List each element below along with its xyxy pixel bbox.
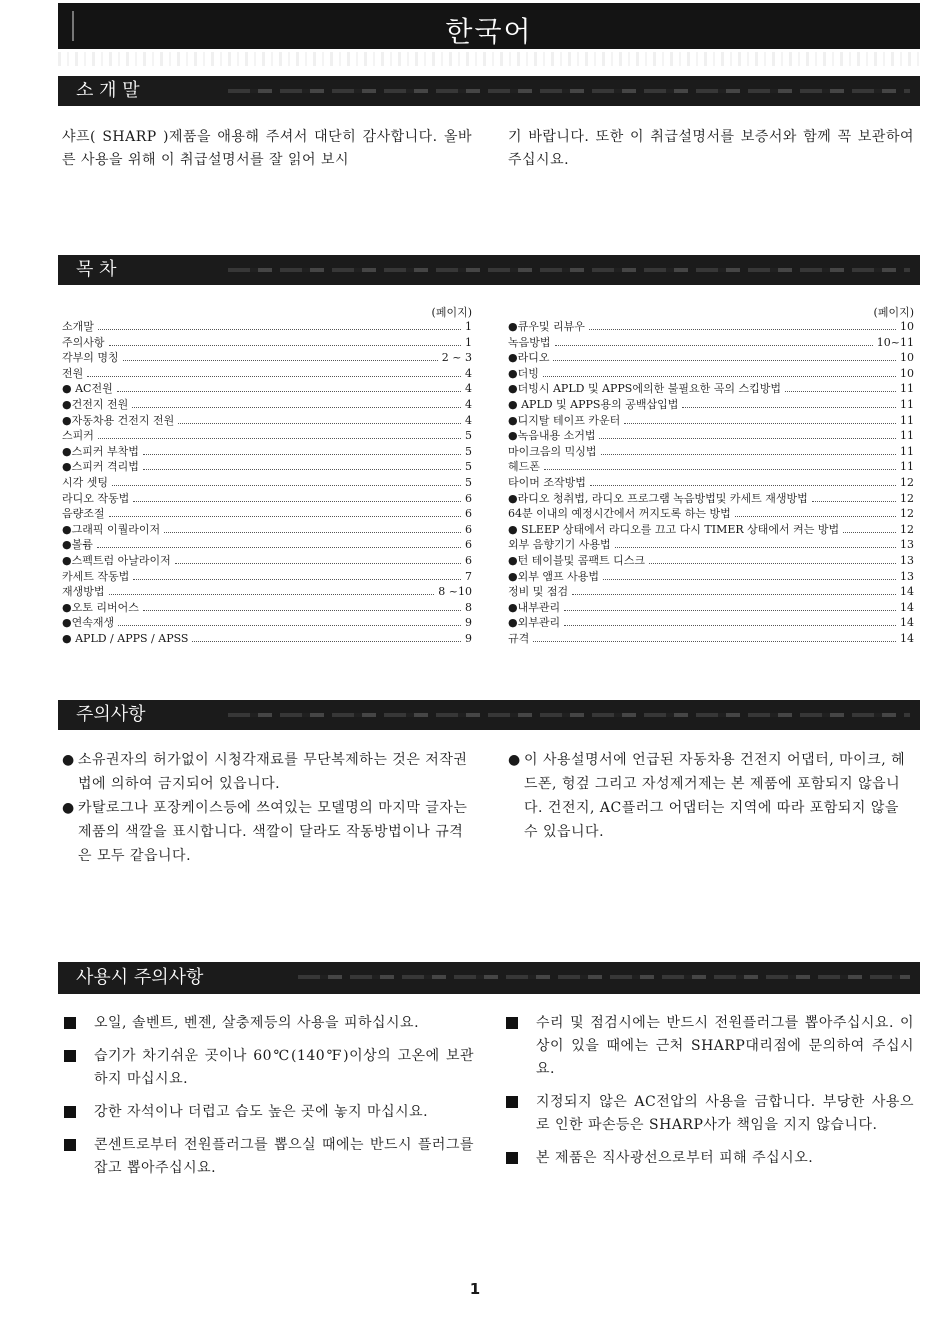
toc-entry-page: 9 — [465, 616, 472, 630]
toc-entry-title: ●볼륨 — [62, 538, 93, 552]
toc-entry-title: ●라디오 — [508, 351, 550, 365]
toc-row — [62, 491, 472, 507]
toc-leader-dots — [109, 508, 461, 517]
section-header-usage — [58, 962, 920, 994]
toc-entry-page: 10 — [900, 320, 914, 333]
toc-row — [62, 350, 472, 366]
toc-left-column — [62, 305, 472, 646]
toc-entry-page: 5 — [465, 429, 472, 443]
toc-leader-dots — [118, 617, 461, 626]
section-title-toc: 목 차 — [76, 259, 117, 280]
toc-entry-title: ●디지탈 테이프 카운터 — [508, 413, 621, 427]
toc-leader-dots — [123, 352, 438, 361]
toc-leader-dots — [544, 461, 896, 470]
toc-row — [62, 522, 472, 538]
section-title-caution: 주의사항 — [76, 704, 146, 725]
toc-entry-title: 규격 — [508, 631, 530, 645]
toc-leader-dots — [553, 352, 896, 361]
toc-leader-dots — [564, 602, 896, 611]
toc-entry-page: 5 — [465, 460, 472, 474]
square-bullet-icon — [506, 1096, 518, 1108]
toc-leader-dots — [98, 321, 461, 330]
caution-text: 이 사용설명서에 언급된 자동차용 건전지 어댑터, 마이크, 헤드폰, 헝겊 그리고 자성제거제는 본 제품에 포함되지 않읍니다. 건전지, AC플러그 어댑터는 지역에 따라 포함되지 않을 수 있읍니다. — [524, 752, 906, 840]
toc-entry-page: 11 — [900, 382, 914, 396]
toc-entry-page: 11 — [900, 444, 914, 458]
toc-entry-title: 소개말 — [62, 320, 94, 333]
toc-entry-page: 10 — [900, 351, 914, 365]
toc-entry-page: 11 — [900, 397, 914, 411]
toc-row — [62, 569, 472, 585]
toc-entry-title: ● APLD / APPS / APSS — [62, 631, 189, 645]
caution-item — [508, 748, 914, 844]
toc-leader-dots — [133, 493, 461, 502]
bullet-icon: ● — [508, 752, 521, 768]
toc-leader-dots — [175, 555, 461, 564]
toc-leader-dots — [785, 383, 896, 392]
toc-leader-dots — [555, 337, 873, 346]
toc-row — [508, 397, 914, 413]
toc-entry-title: ●연속재생 — [62, 616, 115, 630]
toc-entry-title: 재생방법 — [62, 585, 105, 599]
header-texture — [228, 89, 910, 93]
toc-row — [62, 381, 472, 397]
toc-entry-page: 1 — [465, 335, 472, 349]
toc-row — [508, 522, 914, 538]
square-bullet-icon — [64, 1139, 76, 1151]
toc-entry-title: 헤드폰 — [508, 460, 540, 474]
toc-leader-dots — [98, 430, 461, 439]
toc-entry-page: 4 — [465, 413, 472, 427]
toc-leader-dots — [87, 368, 461, 377]
toc-leader-dots — [735, 508, 896, 517]
bullet-icon: ● — [62, 752, 75, 768]
usage-text: 오일, 솔벤트, 벤젠, 살충제등의 사용을 피하십시요. — [94, 1015, 420, 1031]
toc-row — [62, 553, 472, 569]
toc-entry-title: ●라디오 청취법, 라디오 프로그램 녹음방법및 카세트 재생방법 — [508, 491, 808, 505]
toc-leader-dots — [143, 602, 461, 611]
toc-row — [508, 615, 914, 631]
toc-entry-title: 녹음방법 — [508, 335, 551, 349]
toc-leader-dots — [564, 617, 896, 626]
page-title: 한국어 — [445, 15, 533, 48]
toc-row — [508, 319, 914, 335]
toc-row — [62, 615, 472, 631]
toc-entry-title: 시각 셋팅 — [62, 475, 109, 489]
toc-leader-dots — [599, 430, 896, 439]
toc-entry-title: ●그래픽 이퀄라이저 — [62, 522, 161, 536]
toc-leader-dots — [533, 633, 896, 642]
caution-item — [62, 748, 474, 796]
intro-text-left: 샤프( SHARP )제품을 애용해 주셔서 대단히 감사합니다. 올바른 사용을 위해 이 취급설명서를 잘 읽어 보시 — [62, 129, 472, 168]
usage-item — [62, 1012, 474, 1035]
toc-entry-page: 5 — [465, 444, 472, 458]
toc-entry-title: ●외부관리 — [508, 616, 561, 630]
toc-row — [62, 366, 472, 382]
header-texture — [298, 975, 910, 979]
usage-text: 본 제품은 직사광선으로부터 피해 주십시오. — [536, 1150, 814, 1166]
toc-row — [508, 475, 914, 491]
toc-leader-dots — [117, 383, 461, 392]
square-bullet-icon — [506, 1017, 518, 1029]
toc-entry-title: 라디오 작동법 — [62, 491, 130, 505]
toc-row — [508, 459, 914, 475]
intro-text-right: 기 바랍니다. 또한 이 취급설명서를 보증서와 함께 꼭 보관하여 주십시요. — [508, 129, 914, 168]
toc-entry-page: 6 — [465, 507, 472, 521]
toc-entry-title: ●턴 테이블및 콤팩트 디스크 — [508, 553, 645, 567]
toc-entry-title: 64분 이내의 예정시간에서 꺼지도록 하는 방법 — [508, 507, 731, 521]
toc-entry-page: 4 — [465, 382, 472, 396]
toc-leader-dots — [649, 555, 896, 564]
toc-row — [508, 366, 914, 382]
toc-row — [62, 475, 472, 491]
toc-entry-page: 12 — [900, 491, 914, 505]
toc-row — [508, 537, 914, 553]
toc-leader-dots — [109, 586, 435, 595]
caution-item — [62, 796, 474, 868]
toc-entry-title: ●더빙시 APLD 및 APPS에의한 불필요한 곡의 스킵방법 — [508, 382, 781, 396]
toc-leader-dots — [812, 493, 896, 502]
toc-row — [62, 319, 472, 335]
section-title-usage: 사용시 주의사항 — [76, 967, 204, 988]
toc-entry-page: 4 — [465, 366, 472, 380]
square-bullet-icon — [506, 1152, 518, 1164]
usage-text: 강한 자석이나 더럽고 습도 높은 곳에 놓지 마십시요. — [94, 1104, 429, 1120]
square-bullet-icon — [64, 1050, 76, 1062]
toc-entry-page: 13 — [900, 538, 914, 552]
toc-entry-page: 14 — [900, 631, 914, 645]
toc-entry-title: ●자동차용 건전지 전원 — [62, 413, 175, 427]
usage-list-right — [504, 1012, 914, 1180]
toc-row — [508, 600, 914, 616]
toc-entry-page: 10 — [900, 366, 914, 380]
toc-leader-dots — [572, 586, 896, 595]
toc-row — [508, 350, 914, 366]
toc-entry-title: ●녹음내용 소거법 — [508, 429, 596, 443]
toc-entry-title: 외부 음향기기 사용법 — [508, 538, 611, 552]
toc-entry-page: 6 — [465, 522, 472, 536]
toc-entry-title: ●스피커 격리법 — [62, 460, 139, 474]
toc-entry-title: 음량조절 — [62, 507, 105, 521]
toc-entry-title: ● AC전원 — [62, 382, 113, 396]
toc-row — [508, 428, 914, 444]
toc-entry-page: 5 — [465, 475, 472, 489]
toc-entry-page: 12 — [900, 522, 914, 536]
bullet-icon: ● — [62, 800, 75, 816]
toc-leader-dots — [97, 539, 461, 548]
toc-entry-page: 14 — [900, 616, 914, 630]
toc-leader-dots — [615, 539, 896, 548]
toc-entry-title: ●더빙 — [508, 366, 539, 380]
usage-item — [62, 1101, 474, 1124]
usage-text: 습기가 차기쉬운 곳이나 60℃(140℉)이상의 고온에 보관하지 마십시요. — [94, 1048, 474, 1087]
toc-right-column — [508, 305, 914, 646]
toc-row — [62, 428, 472, 444]
page-number: 1 — [469, 1280, 481, 1298]
toc-entry-page: 8 — [465, 600, 472, 614]
toc-leader-dots — [143, 461, 461, 470]
toc-row — [508, 569, 914, 585]
section-header-intro — [58, 76, 920, 106]
toc-row — [508, 413, 914, 429]
toc-entry-page: 4 — [465, 397, 472, 411]
caution-text: 소유권자의 허가없이 시청각재료를 무단복제하는 것은 저작권법에 의하여 금지되어 있읍니다. — [78, 752, 468, 792]
toc-entry-title: ● APLD 및 APPS용의 공백삽입법 — [508, 397, 679, 411]
toc-entry-page: 6 — [465, 538, 472, 552]
usage-item — [62, 1045, 474, 1091]
toc-leader-dots — [843, 524, 896, 533]
toc-row — [508, 444, 914, 460]
usage-text: 수리 및 점검시에는 반드시 전원플러그를 뽑아주십시요. 이상이 있을 때에는 근처 SHARP대리점에 문의하여 주십시요. — [536, 1015, 914, 1077]
caution-list-left — [62, 748, 474, 868]
toc-entry-title: 스피커 — [62, 429, 94, 443]
toc-leader-dots — [133, 571, 461, 580]
toc-entry-page: 14 — [900, 600, 914, 614]
toc-entry-page: 11 — [900, 460, 914, 474]
toc-row — [62, 444, 472, 460]
toc-row — [62, 584, 472, 600]
header-texture — [228, 268, 910, 272]
toc-row — [508, 553, 914, 569]
toc-leader-dots — [590, 477, 896, 486]
toc-row — [508, 506, 914, 522]
toc-entry-title: 정비 및 점검 — [508, 585, 569, 599]
toc-entry-page: 1 — [465, 320, 472, 333]
toc-entry-page: 9 — [465, 631, 472, 645]
toc-entry-title: 카세트 작동법 — [62, 569, 130, 583]
usage-item — [62, 1134, 474, 1180]
toc-leader-dots — [682, 399, 896, 408]
toc-entry-title: ●오토 리버어스 — [62, 600, 139, 614]
toc-row — [62, 537, 472, 553]
halftone-strip — [58, 52, 920, 66]
toc-leader-dots — [143, 446, 461, 455]
toc-row — [62, 413, 472, 429]
toc-entry-page: 13 — [900, 569, 914, 583]
toc-row — [62, 506, 472, 522]
caution-text: 카탈로그나 포장케이스등에 쓰여있는 모델명의 마지막 글자는 제품의 색깔을 표시합니다. 색깔이 달라도 작동방법이나 규격은 모두 같읍니다. — [78, 800, 468, 864]
toc-row — [62, 600, 472, 616]
toc-entry-page: 11 — [900, 429, 914, 443]
toc-entry-title: 주의사항 — [62, 335, 105, 349]
toc-row — [62, 397, 472, 413]
toc-leader-dots — [112, 477, 461, 486]
toc-row — [62, 631, 472, 647]
toc-entry-page: 6 — [465, 491, 472, 505]
square-bullet-icon — [64, 1106, 76, 1118]
usage-item — [504, 1147, 914, 1170]
toc-leader-dots — [589, 321, 896, 330]
toc-row — [508, 631, 914, 647]
toc-entry-page: 2 ~ 3 — [441, 351, 472, 365]
toc-leader-dots — [192, 633, 461, 642]
toc-entry-title: 마이크음의 믹싱법 — [508, 444, 597, 458]
title-bar — [58, 3, 920, 49]
toc-entry-title: ●스피커 부착법 — [62, 444, 139, 458]
toc-leader-dots — [603, 571, 896, 580]
toc-row — [62, 335, 472, 351]
square-bullet-icon — [64, 1017, 76, 1029]
toc-leader-dots — [543, 368, 896, 377]
section-header-caution — [58, 700, 920, 730]
toc-entry-page: 11 — [900, 413, 914, 427]
toc-entry-title: 타이머 조작방법 — [508, 475, 586, 489]
toc-entry-title: 각부의 명칭 — [62, 351, 119, 365]
toc-page-label: (페이지) — [431, 306, 472, 319]
toc-entry-page: 10~11 — [876, 335, 914, 349]
toc-row — [62, 459, 472, 475]
toc-leader-dots — [132, 399, 461, 408]
toc-row — [508, 335, 914, 351]
toc-entry-title: ●큐우및 리뷰우 — [508, 320, 585, 333]
usage-item — [504, 1091, 914, 1137]
toc-entry-page: 6 — [465, 553, 472, 567]
toc-leader-dots — [624, 415, 896, 424]
toc-entry-page: 12 — [900, 475, 914, 489]
toc-entry-page: 8 ~10 — [438, 585, 472, 599]
section-title-intro: 소 개 말 — [76, 80, 140, 101]
toc-entry-title: ● SLEEP 상태에서 라디오를 끄고 다시 TIMER 상태에서 켜는 방법 — [508, 522, 840, 536]
toc-entry-page: 7 — [465, 569, 472, 583]
toc-row — [508, 584, 914, 600]
header-texture — [228, 713, 910, 717]
toc-entry-title: ●내부관리 — [508, 600, 561, 614]
usage-text: 콘센트로부터 전원플러그를 뽑으실 때에는 반드시 플러그를 잡고 뽑아주십시요. — [94, 1137, 474, 1176]
toc-entry-page: 13 — [900, 553, 914, 567]
toc-entry-title: ●건전지 전원 — [62, 397, 129, 411]
toc-page-label: (페이지) — [873, 306, 914, 319]
toc-leader-dots — [178, 415, 461, 424]
toc-row — [508, 381, 914, 397]
toc-entry-title: 전원 — [62, 366, 84, 380]
toc-entry-page: 14 — [900, 585, 914, 599]
toc-entry-title: ●외부 앰프 사용법 — [508, 569, 599, 583]
toc-entry-title: ●스펙트럼 아날라이저 — [62, 553, 171, 567]
usage-text: 지정되지 않은 AC전압의 사용을 금합니다. 부당한 사용으로 인한 파손등은 SHARP사가 책임을 지지 않습니다. — [536, 1094, 914, 1133]
toc-leader-dots — [164, 524, 461, 533]
usage-item — [504, 1012, 914, 1081]
caution-list-right — [508, 748, 914, 844]
usage-list-left — [62, 1012, 474, 1190]
toc-row — [508, 491, 914, 507]
toc-entry-page: 12 — [900, 507, 914, 521]
section-header-toc — [58, 255, 920, 285]
toc-leader-dots — [601, 446, 896, 455]
toc-leader-dots — [109, 337, 461, 346]
